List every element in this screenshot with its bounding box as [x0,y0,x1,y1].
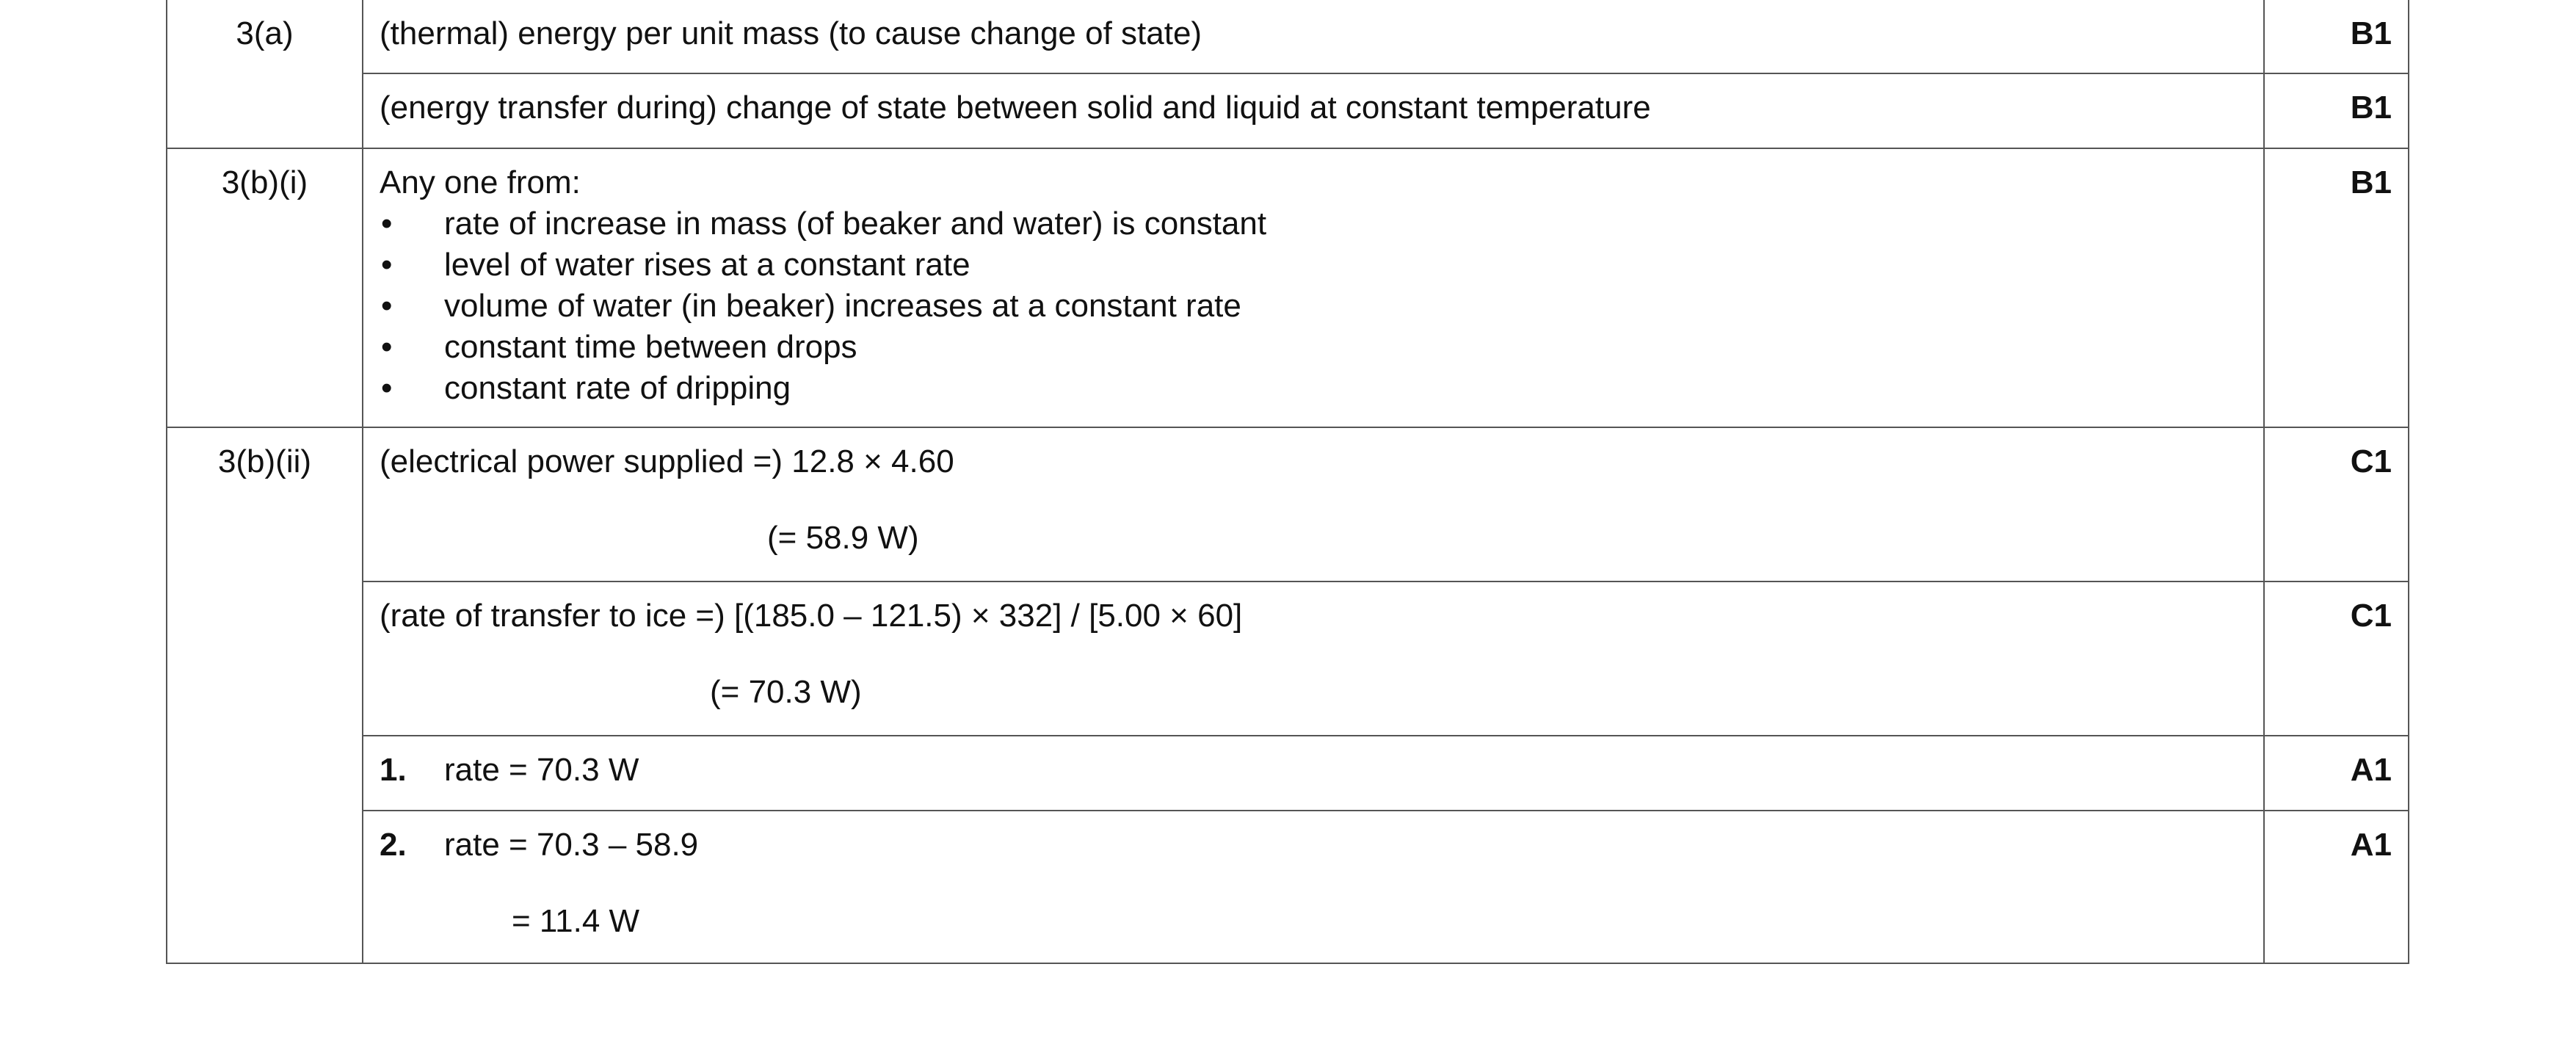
table-row [167,811,2409,963]
bullet-text: volume of water (in beaker) increases at a constant rate [444,288,1241,324]
answer-text: rate = 70.3 – 58.9 [444,827,699,863]
mark-cell: B1 [2264,73,2409,148]
answer-cell [363,0,2264,73]
answer-cell [363,427,2264,581]
answer-result: (= 70.3 W) [710,674,862,710]
bullet-icon: • [381,370,393,406]
mark-cell: A1 [2264,736,2409,811]
question-number: 3(a) [167,0,363,148]
table-row [167,0,2409,73]
mark-scheme-table [166,0,2409,964]
bullet-text: level of water rises at a constant rate [444,247,970,283]
bullet-icon: • [381,206,393,242]
answer-cell [363,581,2264,736]
line-spacer [380,482,2249,518]
mark-cell: B1 [2264,148,2409,427]
bullet-icon: • [381,247,393,283]
answer-intro: Any one from: [380,164,581,200]
bullet-text: constant rate of dripping [444,370,791,406]
answer-text: (energy transfer during) change of state between solid and liquid at constant temperature [380,90,1651,126]
bullet-text: constant time between drops [444,329,857,365]
answer-line [380,750,2249,791]
answer-cell [363,148,2264,427]
answer-working: (electrical power supplied =) 12.8 × 4.60 [380,443,954,479]
bullet-text: rate of increase in mass (of beaker and water) is constant [444,206,1267,242]
list-item [380,244,2249,286]
answer-cell [363,73,2264,148]
bullet-icon: • [381,329,393,365]
answer-result: (= 58.9 W) [767,520,919,556]
mark-cell: C1 [2264,581,2409,736]
list-item [380,203,2249,244]
table-row [167,148,2409,427]
list-item [380,327,2249,368]
table-row [167,73,2409,148]
table-row [167,581,2409,736]
mark-cell: A1 [2264,811,2409,963]
question-number: 3(b)(ii) [167,427,363,963]
answer-text: (thermal) energy per unit mass (to cause change of state) [380,15,1202,51]
mark-scheme-sheet [166,0,2408,1003]
list-item [380,286,2249,327]
line-spacer [380,866,2249,901]
answer-number: 1. [380,752,407,788]
answer-cell [363,811,2264,963]
line-spacer [380,637,2249,672]
mark-cell: C1 [2264,427,2409,581]
answer-cell [363,736,2264,811]
list-item [380,368,2249,409]
answer-working: (rate of transfer to ice =) [(185.0 – 121.5) × 332] / [5.00 × 60] [380,598,1243,634]
question-number: 3(b)(i) [167,148,363,427]
mark-cell: B1 [2264,0,2409,73]
answer-line [380,825,2249,866]
bullet-icon: • [381,288,393,324]
answer-number: 2. [380,827,407,863]
table-row [167,736,2409,811]
table-row [167,427,2409,581]
answer-result: = 11.4 W [512,903,640,939]
answer-text: rate = 70.3 W [444,752,639,788]
bullet-list [380,203,2249,409]
